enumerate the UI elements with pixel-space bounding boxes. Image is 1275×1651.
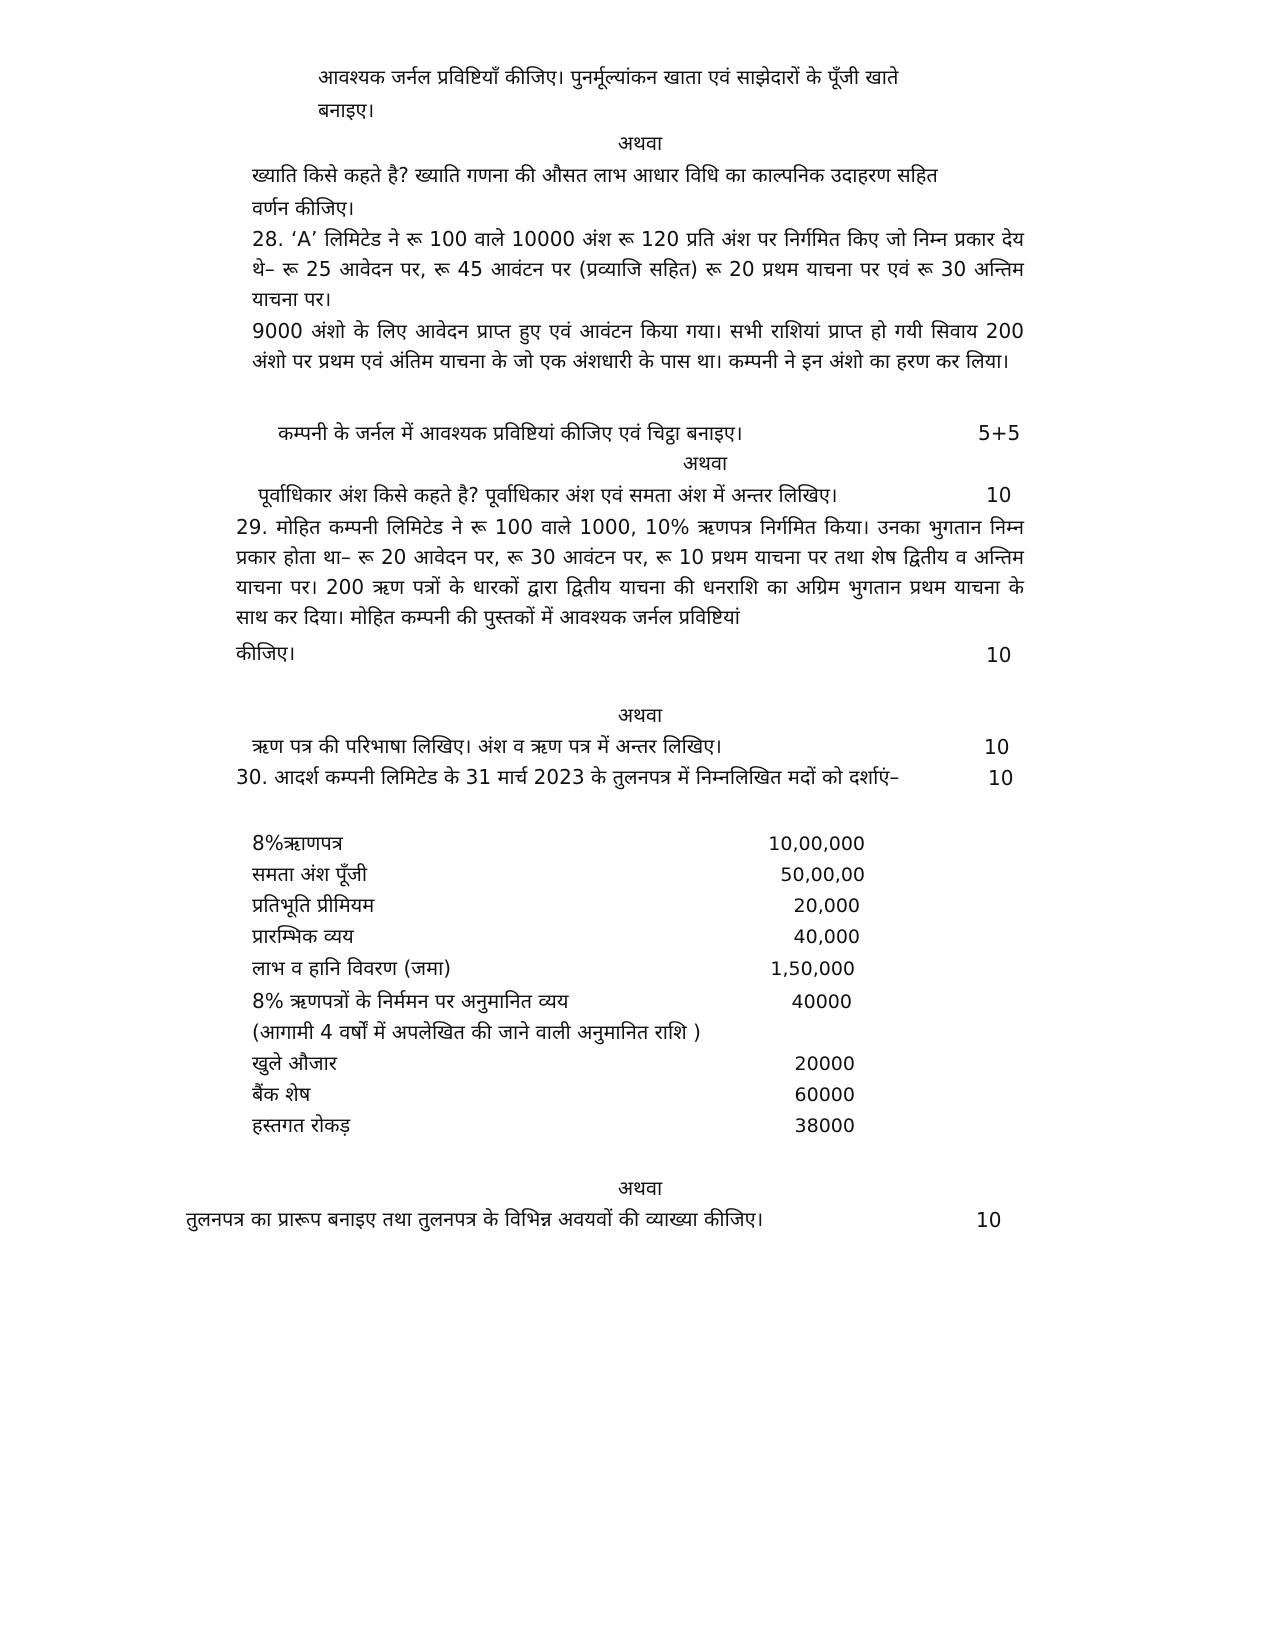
q30-marks: 10 <box>988 766 1014 790</box>
item-value: 38000 <box>794 1115 855 1137</box>
item-value: 20,000 <box>793 895 860 917</box>
q28-alt-marks: 10 <box>986 483 1012 507</box>
q29-paragraph: 29. मोहित कम्पनी लिमिटेड ने रू 100 वाले 1000, 10% ऋणपत्र निर्गमित किया। उनका भुगतान निम्न प्रकार होता था– रू 20 आवेदन पर, रू 30 आवंटन पर, रू 10 प्रथम याचना पर तथा शेष द्वितीय व अन्तिम याचना पर। 200 ऋण पत्रों के धारकों द्वारा द्वितीय याचना की धनराशि का अग्रिम भुगतान प्रथम याचना के साथ कर दिया। मोहित कम्पनी की पुस्तकों में आवश्यक जर्नल प्रविष्टियां <box>236 515 1024 629</box>
q29-alt-marks: 10 <box>984 735 1010 759</box>
q30-or: अथवा <box>617 1176 663 1200</box>
item-label: समता अंश पूँजी <box>252 862 368 886</box>
q28-paragraph-1: 28. ‘A’ लिमिटेड ने रू 100 वाले 10000 अंश रू 120 प्रति अंश पर निर्गमित किए जो निम्न प्रकार देय थे– रू 25 आवेदन पर, रू 45 आवंटन पर (प्रव्याजि सहित) रू 20 प्रथम याचना पर एवं रू 30 अन्तिम याचना पर। <box>252 227 1024 311</box>
item-value: 40,000 <box>793 926 860 948</box>
q28-marks: 5+5 <box>978 421 1021 445</box>
item-label: 8% ऋणपत्रों के निर्ममन पर अनुमानित व्यय <box>252 989 569 1013</box>
q29-marks: 10 <box>986 643 1012 667</box>
item-value: 1,50,000 <box>770 958 855 980</box>
q27-line-2: बनाइए। <box>318 98 375 122</box>
q30-alt-question: तुलनपत्र का प्रारूप बनाइए तथा तुलनपत्र के विभिन्न अवयवों की व्याख्या कीजिए। <box>186 1207 764 1231</box>
item-label: हस्तगत रोकड़ <box>252 1113 351 1137</box>
item-value: 10,00,000 <box>768 833 865 855</box>
item-label: प्रारम्भिक व्यय <box>252 924 354 948</box>
q27-or: अथवा <box>617 131 663 155</box>
q29-alt-question: ऋण पत्र की परिभाषा लिखिए। अंश व ऋण पत्र में अन्तर लिखिए। <box>252 734 722 758</box>
q28-alt-question: पूर्वाधिकार अंश किसे कहते है? पूर्वाधिकार अंश एवं समता अंश में अन्तर लिखिए। <box>258 483 838 507</box>
item-label: 8%ऋाणपत्र <box>252 831 343 855</box>
item-label: (आगामी 4 वर्षों में अपलेखित की जाने वाली अनुमानित राशि ) <box>252 1020 701 1044</box>
item-label: बैंक शेष <box>252 1082 311 1106</box>
item-value: 60000 <box>794 1084 855 1106</box>
item-label: लाभ व हानि विवरण (जमा) <box>252 956 452 980</box>
q29-paragraph-end: कीजिए। <box>236 641 296 665</box>
q27-alt-line-1: ख्याति किसे कहते है? ख्याति गणना की औसत लाभ आधार विधि का काल्पनिक उदाहरण सहित <box>252 163 938 187</box>
q28-instruction: कम्पनी के जर्नल में आवश्यक प्रविष्टियां कीजिए एवं चिट्ठा बनाइए। <box>278 421 743 445</box>
q30-alt-marks: 10 <box>976 1208 1002 1232</box>
q27-alt-line-2: वर्णन कीजिए। <box>252 196 355 220</box>
q28-paragraph-2: 9000 अंशो के लिए आवेदन प्राप्त हुए एवं आवंटन किया गया। सभी राशियां प्राप्त हो गयी सिवाय 200 अंशो पर प्रथम एवं अंतिम याचना के जो एक अंशधारी के पास था। कम्पनी ने इन अंशो का हरण कर लिया। <box>252 319 1024 373</box>
q29-or: अथवा <box>617 703 663 727</box>
item-value: 40000 <box>791 991 852 1013</box>
item-label: खुले औजार <box>252 1051 337 1075</box>
q28-or: अथवा <box>682 451 728 475</box>
q30-question: 30. आदर्श कम्पनी लिमिटेड के 31 मार्च 2023 के तुलनपत्र में निम्नलिखित मदों को दर्शाएं– <box>236 765 900 789</box>
item-value: 20000 <box>794 1053 855 1075</box>
item-value: 50,00,00 <box>780 864 865 886</box>
item-label: प्रतिभूति प्रीमियम <box>252 893 375 917</box>
q27-line-1: आवश्यक जर्नल प्रविष्टियाँ कीजिए। पुनर्मूल्यांकन खाता एवं साझेदारों के पूँजी खाते <box>318 65 899 89</box>
